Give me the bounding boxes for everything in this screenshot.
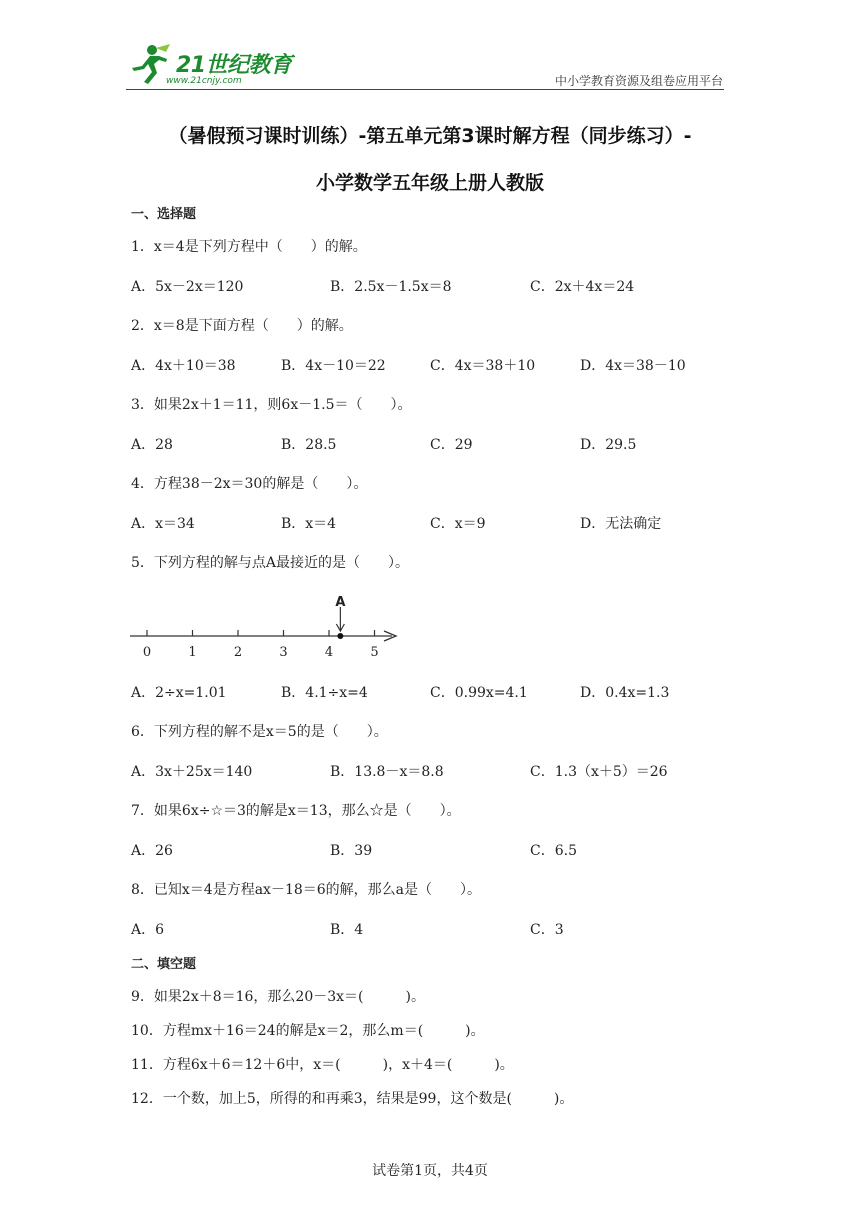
question-8-stem: 8．已知x＝4是方程ax－18＝6的解，那么a是（ ）。 [131,882,482,898]
question-3-option-d: D．29.5 [580,437,637,453]
number-line-tick-label: 5 [370,645,379,660]
section-heading-choice: 一、选择题 [131,207,197,222]
question-1-option-b: B．2.5x－1.5x＝8 [330,279,452,295]
question-6-option-b: B．13.8－x＝8.8 [330,764,444,780]
question-4-option-d: D．无法确定 [580,516,662,532]
page-title-line1: （暑假预习课时训练）-第五单元第3课时解方程（同步练习）- [168,125,692,147]
question-9: 9．如果2x＋8＝16，那么20－3x＝( )。 [131,989,425,1005]
page-footer: 试卷第1页，共4页 [372,1163,488,1179]
number-line-tick-label: 4 [324,645,334,660]
question-6-option-a: A．3x＋25x＝140 [131,764,253,780]
question-5-option-d: D．0.4x=1.3 [580,685,670,701]
question-7-option-a: A．26 [131,843,173,859]
question-3-option-b: B．28.5 [281,437,337,453]
question-8-option-b: B．4 [330,922,364,938]
question-5-option-a: A．2÷x=1.01 [131,685,227,701]
question-7-option-c: C．6.5 [530,843,577,859]
question-12: 12．一个数，加上5，所得的和再乘3，结果是99，这个数是( )。 [131,1091,574,1107]
logo-text: 21世纪教育 [176,53,292,78]
number-line [126,592,416,672]
question-5-option-c: C．0.99x=4.1 [430,685,528,701]
question-7-option-b: B．39 [330,843,373,859]
question-2-option-d: D．4x＝38－10 [580,358,686,374]
logo-url: www.21cnjy.com [166,76,242,86]
number-line-tick-label: 0 [142,645,152,660]
question-10: 10．方程mx＋16＝24的解是x＝2，那么m＝( )。 [131,1023,485,1039]
question-8-option-a: A．6 [131,922,165,938]
question-4-option-c: C．x＝9 [430,516,486,532]
number-line-tick-label: 3 [279,645,288,660]
page-title-line2: 小学数学五年级上册人教版 [315,172,544,194]
platform-name: 中小学教育资源及组卷应用平台 [554,74,723,88]
question-7-stem: 7．如果6x÷☆＝3的解是x＝13，那么☆是（ ）。 [131,803,461,819]
question-2-option-b: B．4x－10＝22 [281,358,386,374]
question-4-option-a: A．x＝34 [131,516,195,532]
question-6-stem: 6．下列方程的解不是x＝5的是（ ）。 [131,724,388,740]
question-5-stem: 5．下列方程的解与点A最接近的是（ ）。 [131,555,410,571]
section-heading-fill: 二、填空题 [131,957,197,972]
point-a-label: A [335,595,346,610]
question-2-stem: 2．x＝8是下面方程（ ）的解。 [131,318,353,334]
question-8-option-c: C．3 [530,922,564,938]
header-divider [126,89,724,90]
question-3-stem: 3．如果2x＋1＝11，则6x－1.5＝（ ）。 [131,397,412,413]
question-1-stem: 1．x＝4是下列方程中（ ）的解。 [131,239,367,255]
number-line-tick-label: 1 [188,645,197,660]
question-3-option-a: A．28 [131,437,173,453]
question-3-option-c: C．29 [430,437,473,453]
question-1-option-a: A．5x－2x＝120 [131,279,244,295]
question-11: 11．方程6x＋6＝12＋6中，x＝( )，x＋4＝( )。 [131,1057,514,1073]
question-1-option-c: C．2x＋4x＝24 [530,279,635,295]
logo [126,42,326,92]
question-4-option-b: B．x＝4 [281,516,337,532]
question-6-option-c: C．1.3（x＋5）＝26 [530,764,668,780]
question-2-option-c: C．4x＝38＋10 [430,358,536,374]
point-a-marker [337,633,343,639]
question-5-option-b: B．4.1÷x=4 [281,685,368,701]
question-4-stem: 4．方程38－2x＝30的解是（ ）。 [131,476,368,492]
number-line-tick-label: 2 [233,645,243,660]
question-2-option-a: A．4x＋10＝38 [131,358,236,374]
